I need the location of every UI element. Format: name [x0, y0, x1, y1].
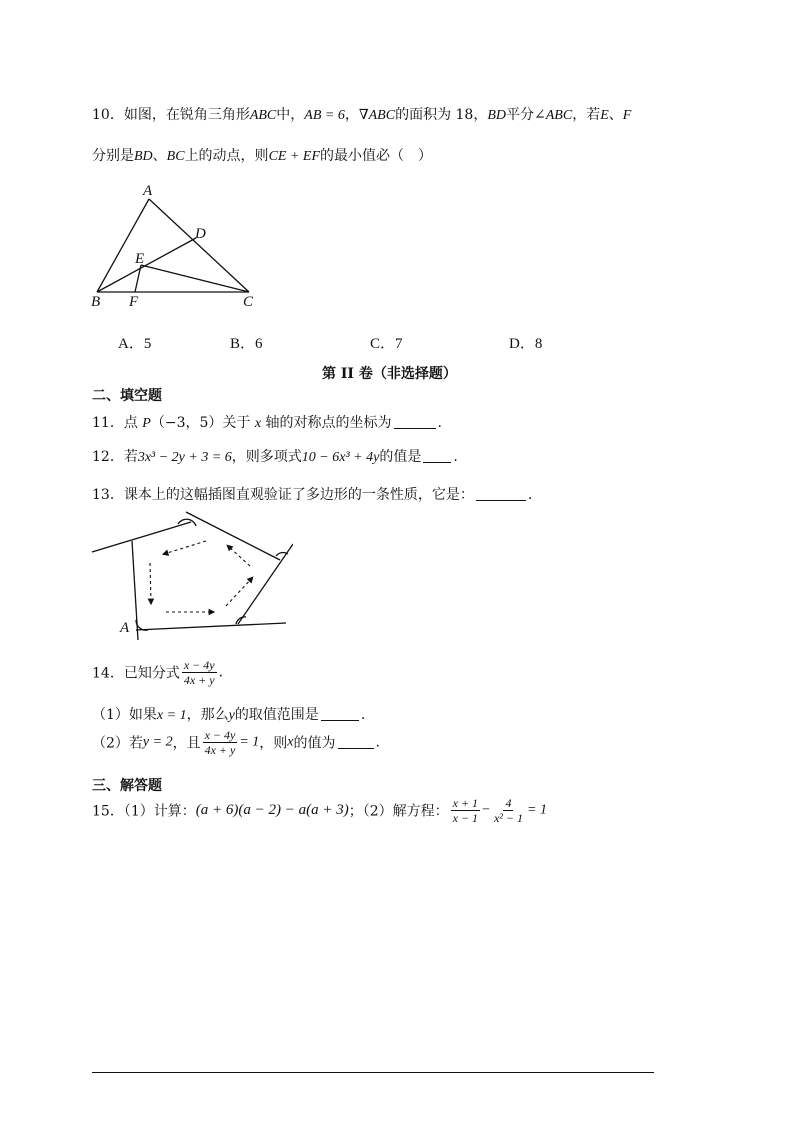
label-e: E	[135, 251, 145, 267]
q14-part1: （1）如果x = 1，那么y的取值范围是 .	[92, 707, 366, 723]
q14-fraction: $\frac{x - 4y}{4x + y}$	[183, 658, 215, 687]
q13-answer-blank[interactable]	[476, 488, 526, 501]
pentagon-side-right-upper	[186, 512, 280, 560]
q12: 12．若3x³ − 2y + 3 = 6，则多项式10 − 6x³ + 4y的值是 .	[92, 449, 458, 465]
q14-part1-answer-blank[interactable]	[321, 708, 359, 721]
pentagon-side-bottom	[136, 623, 286, 630]
q13: 13．课本上的这幅插图直观验证了多边形的一条性质，它是： .	[92, 487, 533, 503]
q14-part2: （2）若y = 2，且 $\frac{x - 4y}{4x + y}$ = 1，则x的值为 .	[92, 728, 380, 757]
dashed-arrow-left	[150, 563, 151, 603]
label-a: A	[143, 183, 153, 199]
option-d: D．8	[509, 336, 543, 352]
pentagon-exterior-angle-figure	[88, 508, 293, 643]
q14-part2-fraction: $\frac{x - 4y}{4x + y}$	[204, 728, 236, 757]
section-solve: 三、解答题	[92, 778, 162, 794]
side-ac	[149, 199, 249, 292]
dashed-arrow-lower-right	[226, 578, 252, 606]
label-c: C	[243, 294, 254, 310]
label-f: F	[129, 294, 139, 310]
q11: 11．点 P（−3，5）关于 x 轴的对称点的坐标为 .	[92, 415, 442, 431]
q15: 15．（1）计算：(a + 6)(a − 2) − a(a + 3)；（2）解方程： $\frac{x + 1}{x - 1}$ − $\frac{4}{\text{x² − 1}}$ = 1	[92, 796, 547, 825]
dashed-arrow-top	[164, 541, 206, 554]
triangle-figure	[85, 180, 265, 310]
q14: 14．已知分式 $\frac{x - 4y}{4x + y}$ .	[92, 658, 224, 687]
q10-line2: 分别是BD、BC上的动点，则CE + EF的最小值必（ ）	[92, 148, 433, 164]
q12-answer-blank[interactable]	[423, 450, 451, 463]
option-c: C．7	[370, 336, 403, 352]
footer-divider	[92, 1072, 654, 1073]
q15-fraction-2: $\frac{4}{\text{x² − 1}}$	[493, 796, 523, 825]
q15-fraction-1: $\frac{x + 1}{x - 1}$	[452, 796, 479, 825]
option-b: B．6	[230, 336, 263, 352]
label-d: D	[195, 226, 206, 242]
q11-answer-blank[interactable]	[394, 416, 436, 429]
section-fill-blank: 二、填空题	[92, 388, 162, 404]
q10-line1: 10．如图，在锐角三角形ABC中，AB = 6，∇ABC的面积为 18，BD平分∠ABC，若E、F	[92, 107, 632, 123]
q14-part2-answer-blank[interactable]	[338, 736, 374, 749]
pentagon-side-right-lower	[238, 544, 293, 624]
label-b: B	[91, 294, 101, 310]
segment-ce	[141, 265, 249, 292]
volume-2-title: 第 II 卷（非选择题）	[322, 366, 457, 382]
dashed-arrow-upper-right	[228, 546, 250, 566]
label-vertex-a: A	[120, 620, 130, 636]
option-a: A．5	[118, 336, 152, 352]
pentagon-side-top	[92, 522, 191, 552]
